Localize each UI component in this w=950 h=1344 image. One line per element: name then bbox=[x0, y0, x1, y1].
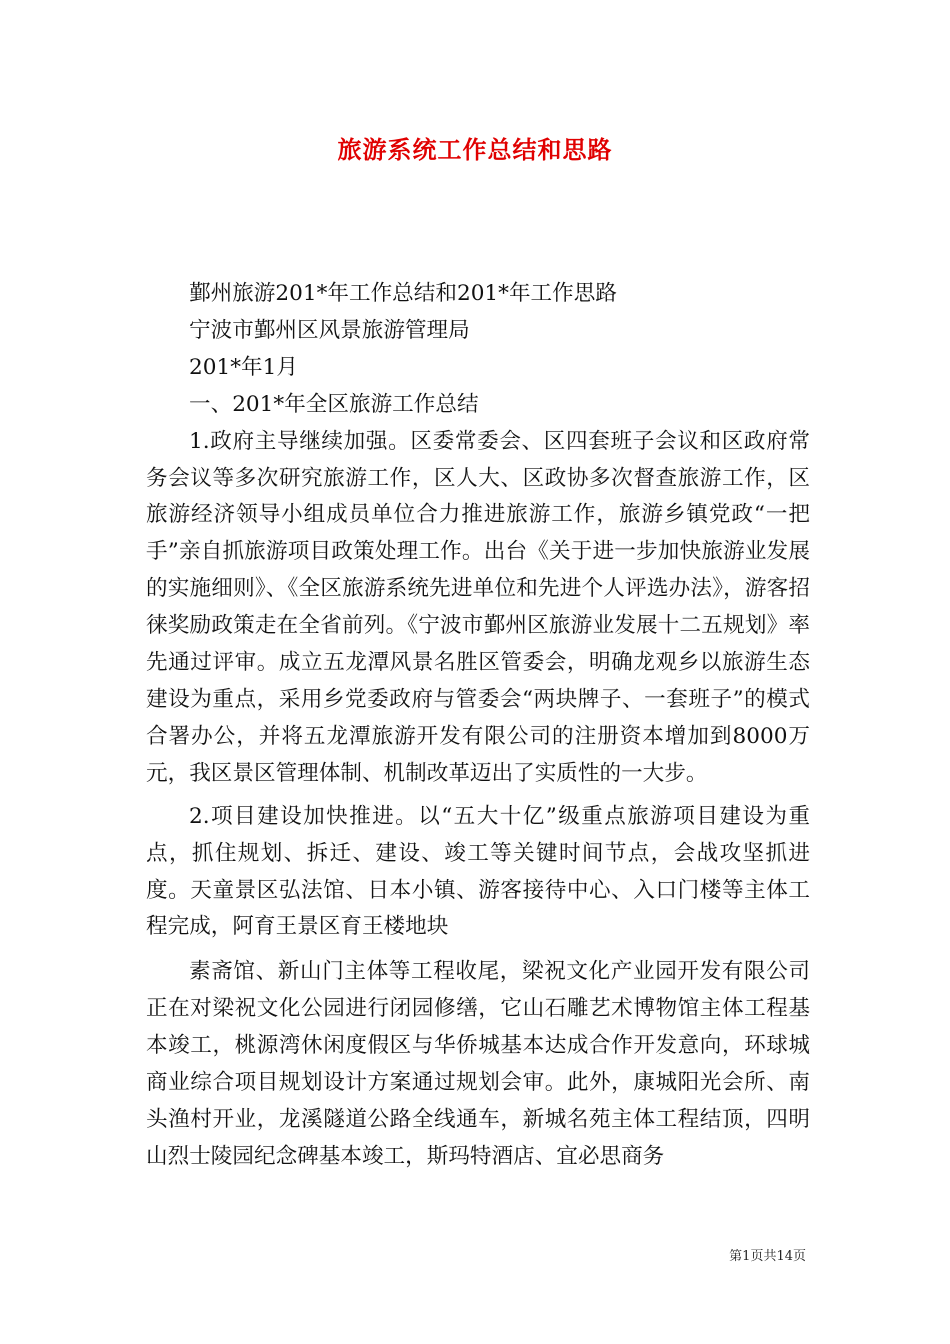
header-line-report-title: 鄞州旅游201*年工作总结和201*年工作思路 bbox=[189, 281, 617, 306]
paragraph-1: 1.政府主导继续加强。区委常委会、区四套班子会议和区政府常务会议等多次研究旅游工作，区人大、区政协多次督查旅游工作，区旅游经济领导小组成员单位合力推进旅游工作，旅游乡镇党政“一把手”亲自抓旅游项目政策处理工作。出台《关于进一步加快旅游业发展的实施细则》、《全区旅游系统先进单位和先进个人评选办法》，游客招徕奖励政策走在全省前列。《宁波市鄞州区旅游业发展十二五规划》率先通过评审。成立五龙潭风景名胜区管委会，明确龙观乡以旅游生态建设为重点，采用乡党委政府与管委会“两块牌子、一套班子”的模式合署办公，并将五龙潭旅游开发有限公司的注册资本增加到8000万元，我区景区管理体制、机制改革迈出了实质性的一大步。 bbox=[146, 428, 810, 786]
header-line-date: 201*年1月 bbox=[189, 354, 298, 380]
document-title: 旅游系统工作总结和思路 bbox=[337, 135, 613, 164]
page-number-footer: 第1页共14页 bbox=[729, 1249, 806, 1264]
document-body bbox=[146, 276, 810, 1176]
paragraph-3: 素斋馆、新山门主体等工程收尾，梁祝文化产业园开发有限公司正在对梁祝文化公园进行闭园修缮，它山石雕艺术博物馆主体工程基本竣工，桃源湾休闲度假区与华侨城基本达成合作开发意向，环球城商业综合项目规划设计方案通过规划会审。此外，康城阳光会所、南头渔村开业，龙溪隧道公路全线通车，新城名苑主体工程结顶，四明山烈士陵园纪念碑基本竣工，斯玛特酒店、宜必思商务 bbox=[146, 959, 810, 1169]
paragraph-2: 2.项目建设加快推进。以“五大十亿”级重点旅游项目建设为重点，抓住规划、拆迁、建设、竣工等关键时间节点，会战攻坚抓进度。天童景区弘法馆、日本小镇、游客接待中心、入口门楼等主体工程完成，阿育王景区育王楼地块 bbox=[146, 803, 810, 940]
section-heading: 一、201*年全区旅游工作总结 bbox=[189, 391, 479, 417]
header-line-organization: 宁波市鄞州区风景旅游管理局 bbox=[189, 317, 470, 343]
